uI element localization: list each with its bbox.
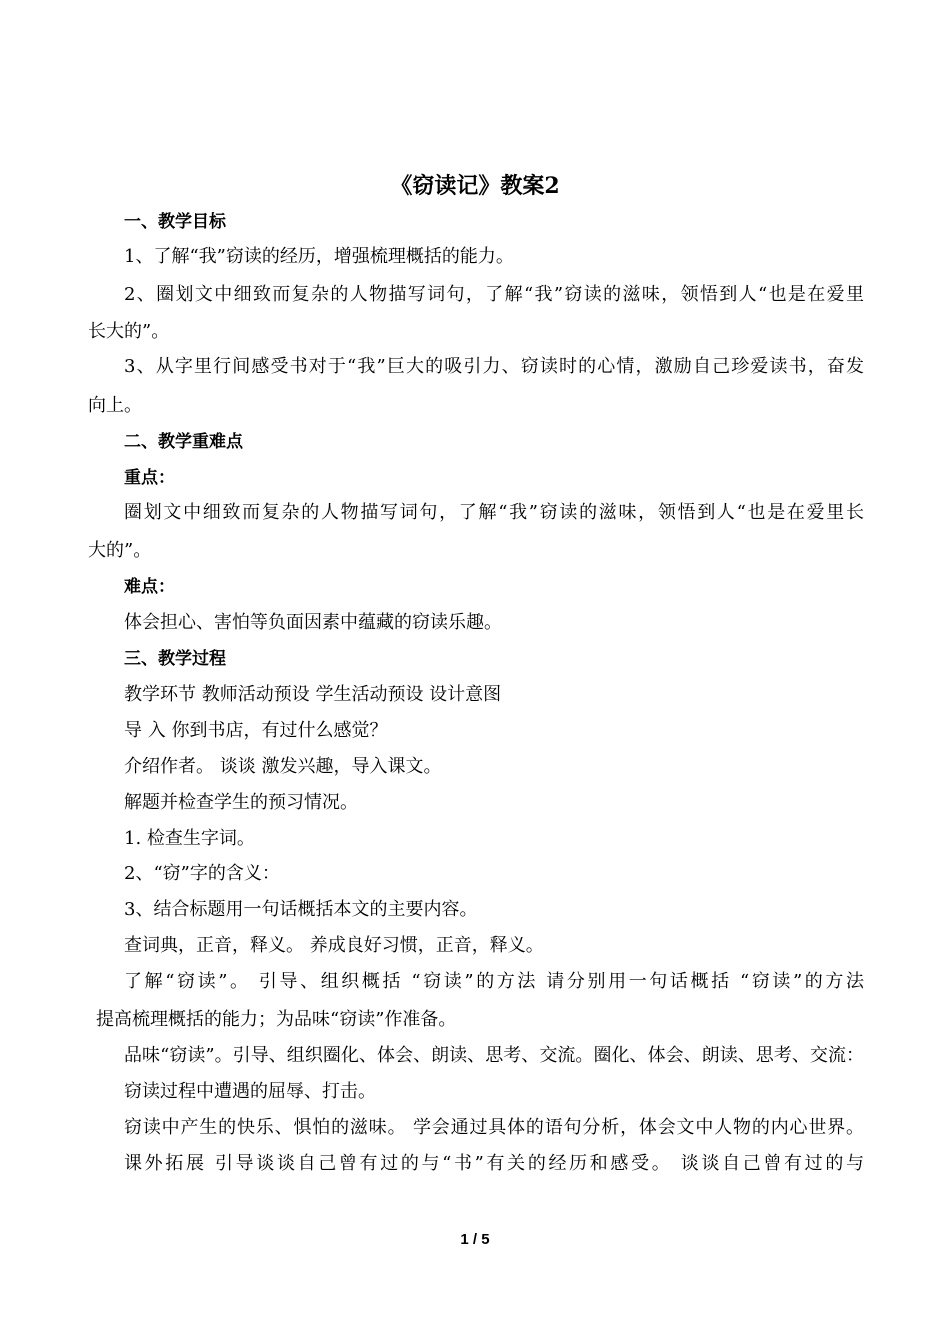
process-line-2: 导 入 你到书店，有过什么感觉？: [124, 720, 388, 741]
section-heading-objectives: 一、教学目标: [124, 212, 226, 232]
process-line-12: 窃读中产生的快乐、惧怕的滋味。 学会通过具体的语句分析，体会文中人物的内心世界。: [124, 1117, 864, 1138]
objective-2-line-2: 长大的”。: [88, 321, 170, 342]
process-line-6: 2、“窃”字的含义：: [124, 863, 280, 884]
difficulty-text: 体会担心、害怕等负面因素中蕴藏的窃读乐趣。: [124, 612, 502, 633]
process-line-7: 3、结合标题用一句话概括本文的主要内容。: [124, 899, 478, 920]
process-line-9b: 提高梳理概括的能力；为品味“窃读”作准备。: [96, 1009, 457, 1030]
page-number: 1 / 5: [460, 1231, 490, 1248]
process-line-11: 窃读过程中遭遇的屈辱、打击。: [124, 1081, 376, 1102]
process-line-10: 品味“窃读”。引导、组织圈化、体会、朗读、思考、交流。圈化、体会、朗读、思考、交流：: [124, 1045, 864, 1066]
key-point-line-1: 圈划文中细致而复杂的人物描写词句，了解“我”窃读的滋味，领悟到人“也是在爱里长: [124, 502, 864, 523]
process-line-5: 1. 检查生字词。: [124, 828, 255, 849]
process-line-8: 查词典，正音，释义。 养成良好习惯，正音，释义。: [124, 935, 544, 956]
key-point-label: 重点：: [124, 468, 175, 488]
difficulty-label: 难点：: [124, 577, 175, 597]
section-heading-key-points: 二、教学重难点: [124, 432, 243, 452]
objective-3-line-2: 向上。: [88, 395, 142, 416]
objective-2-line-1: 2、圈划文中细致而复杂的人物描写词句，了解“我”窃读的滋味，领悟到人“也是在爱里: [124, 284, 864, 305]
process-line-13: 课外拓展 引导谈谈自己曾有过的与“书”有关的经历和感受。 谈谈自己曾有过的与: [124, 1153, 864, 1174]
objective-1: 1、了解“我”窃读的经历，增强梳理概括的能力。: [124, 246, 514, 267]
process-line-9a: 了解“窃读”。 引导、组织概括 “窃读”的方法 请分别用一句话概括 “窃读”的方法: [124, 971, 864, 992]
objective-3-line-1: 3、从字里行间感受书对于“我”巨大的吸引力、窃读时的心情，激励自己珍爱读书，奋发: [124, 356, 864, 377]
process-line-4: 解题并检查学生的预习情况。: [124, 792, 358, 813]
process-line-1: 教学环节 教师活动预设 学生活动预设 设计意图: [124, 684, 502, 705]
key-point-line-2: 大的”。: [88, 540, 152, 561]
section-heading-process: 三、教学过程: [124, 649, 226, 669]
process-line-3: 介绍作者。 谈谈 激发兴趣，导入课文。: [124, 756, 442, 777]
document-title: 《窃读记》教案2: [390, 173, 560, 199]
